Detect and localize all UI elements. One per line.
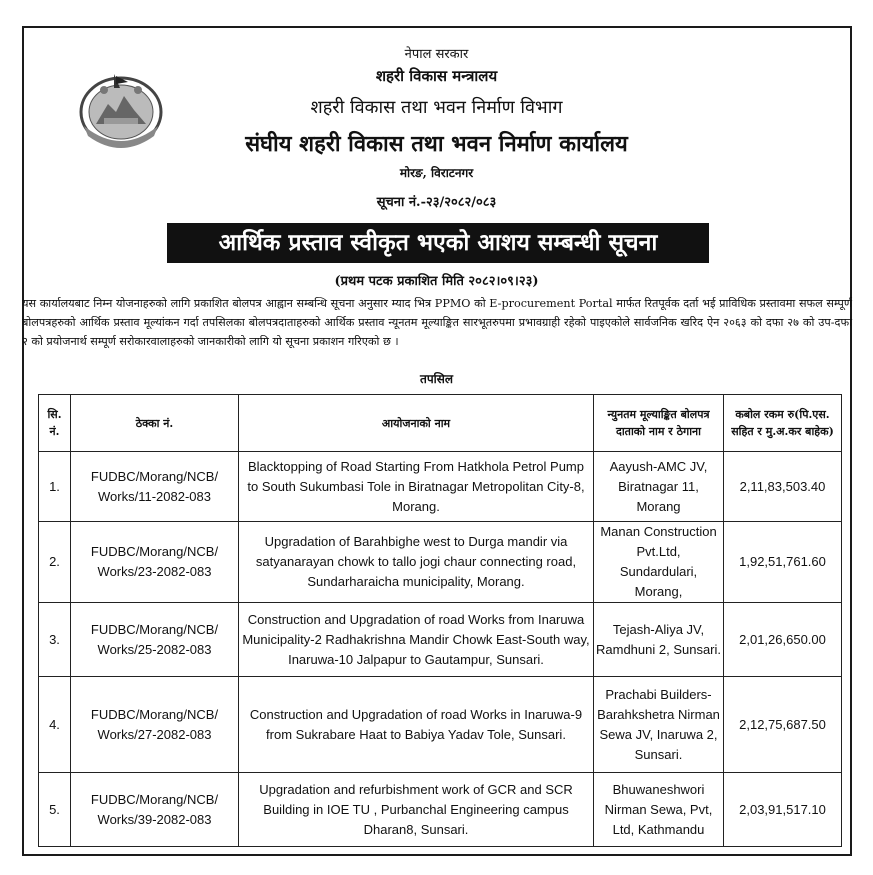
table-row [39, 452, 842, 522]
header-line-department: शहरी विकास तथा भवन निर्माण विभाग [310, 97, 563, 118]
header-line-location: मोरङ, विराटनगर [399, 166, 474, 180]
header-line-nepal-government: नेपाल सरकार [404, 47, 469, 62]
table-caption: तपसिल [419, 372, 453, 386]
notice-number: सूचना नं.-२३/२०८२/०८३ [376, 195, 497, 210]
bid-results-table [38, 394, 842, 847]
row-serial-number: 3. [39, 603, 71, 677]
row-bidder: Bhuwaneshwori Nirman Sewa, Pvt, Ltd, Kathmandu [594, 773, 724, 847]
row-bid-amount: 1,92,51,761.60 [724, 522, 842, 603]
row-bid-amount: 2,12,75,687.50 [724, 677, 842, 773]
header-project-name: आयोजनाको नाम [239, 395, 594, 452]
notice-paragraph: यस कार्यालयबाट निम्न योजनाहरुको लागि प्रकाशित बोलपत्र आह्वान सम्बन्धि सूचना अनुसार म्याद भित्र PPMO को E-procurement Portal मार्फत रितपूर्वक दर्ता भई प्राविधिक प्रस्तावमा सफल सम्पूर्ण बोलपत्रहरुको आर्थिक प्रस्ताव मूल्यांकन गर्दा तपसिलका बोलपत्रदाताहरुको आर्थिक प्रस्ताव न्यूनतम मूल्याङ्कित सारभूतरुपमा प्रभावग्राही रहेको पाइएकोले सार्वजनिक खरिद ऐन २०६३ को दफा २७ को उप-दफा २ को प्रयोजनार्थ सम्पूर्ण सरोकारवालाहरुको जानकारीको लागि यो सूचना प्रकाशन गरिएको छ । [22, 297, 853, 348]
table-row [39, 603, 842, 677]
row-project-name: Blacktopping of Road Starting From Hatkhola Petrol Pump to South Sukumbasi Tole in Biratnagar Metropolitan City-8, Morang. [239, 452, 594, 522]
header-contract-number: ठेक्का नं. [71, 395, 239, 452]
header-line-office: संघीय शहरी विकास तथा भवन निर्माण कार्यालय [245, 131, 628, 157]
row-bidder: Aayush-AMC JV, Biratnagar 11, Morang [594, 452, 724, 522]
row-serial-number: 2. [39, 522, 71, 603]
row-bid-amount: 2,11,83,503.40 [724, 452, 842, 522]
header-serial-number: सि. नं. [39, 395, 71, 452]
row-bidder: Tejash-Aliya JV, Ramdhuni 2, Sunsari. [594, 603, 724, 677]
table-row [39, 522, 842, 603]
row-bid-amount: 2,01,26,650.00 [724, 603, 842, 677]
row-bid-amount: 2,03,91,517.10 [724, 773, 842, 847]
header-bidder: न्युनतम मूल्याङ्कित बोलपत्र दाताको नाम र ठेगाना [594, 395, 724, 452]
publication-date: (प्रथम पटक प्रकाशित मिति २०८२।०९।२३) [334, 274, 539, 289]
row-project-name: Construction and Upgradation of road Works in Inaruwa-9 from Sukrabare Haat to Babiya Yadav Tole, Sunsari. [239, 677, 594, 773]
table-row [39, 677, 842, 773]
table-row [39, 773, 842, 847]
header-line-ministry: शहरी विकास मन्त्रालय [375, 67, 498, 85]
header-bid-amount: कबोल रकम रु(पि.एस. सहित र मु.अ.कर बाहेक) [724, 395, 842, 452]
row-contract-number: FUDBC/Morang/NCB/ Works/39-2082-083 [71, 773, 239, 847]
row-project-name: Construction and Upgradation of road Works from Inaruwa Municipality-2 Radhakrishna Mandir Chowk East-South way, Inaruwa-10 Jalpapur to Gautampur, Sunsari. [239, 603, 594, 677]
row-contract-number: FUDBC/Morang/NCB/ Works/25-2082-083 [71, 603, 239, 677]
row-project-name: Upgradation of Barahbighe west to Durga mandir via satyanarayan chowk to tallo jogi chaur connecting road, Sundarharaicha municipality, Morang. [239, 522, 594, 603]
row-contract-number: FUDBC/Morang/NCB/ Works/27-2082-083 [71, 677, 239, 773]
notice-title-banner: आर्थिक प्रस्ताव स्वीकृत भएको आशय सम्बन्धी सूचना [167, 223, 709, 263]
table-header-row [39, 395, 842, 452]
row-bidder: Prachabi Builders-Barahkshetra Nirman Sewa JV, Inaruwa 2, Sunsari. [594, 677, 724, 773]
row-contract-number: FUDBC/Morang/NCB/ Works/11-2082-083 [71, 452, 239, 522]
row-serial-number: 4. [39, 677, 71, 773]
row-serial-number: 1. [39, 452, 71, 522]
row-bidder: Manan Construction Pvt.Ltd, Sundardulari, Morang, [594, 522, 724, 603]
row-project-name: Upgradation and refurbishment work of GCR and SCR Building in IOE TU , Purbanchal Engineering campus Dharan8, Sunsari. [239, 773, 594, 847]
row-serial-number: 5. [39, 773, 71, 847]
row-contract-number: FUDBC/Morang/NCB/ Works/23-2082-083 [71, 522, 239, 603]
